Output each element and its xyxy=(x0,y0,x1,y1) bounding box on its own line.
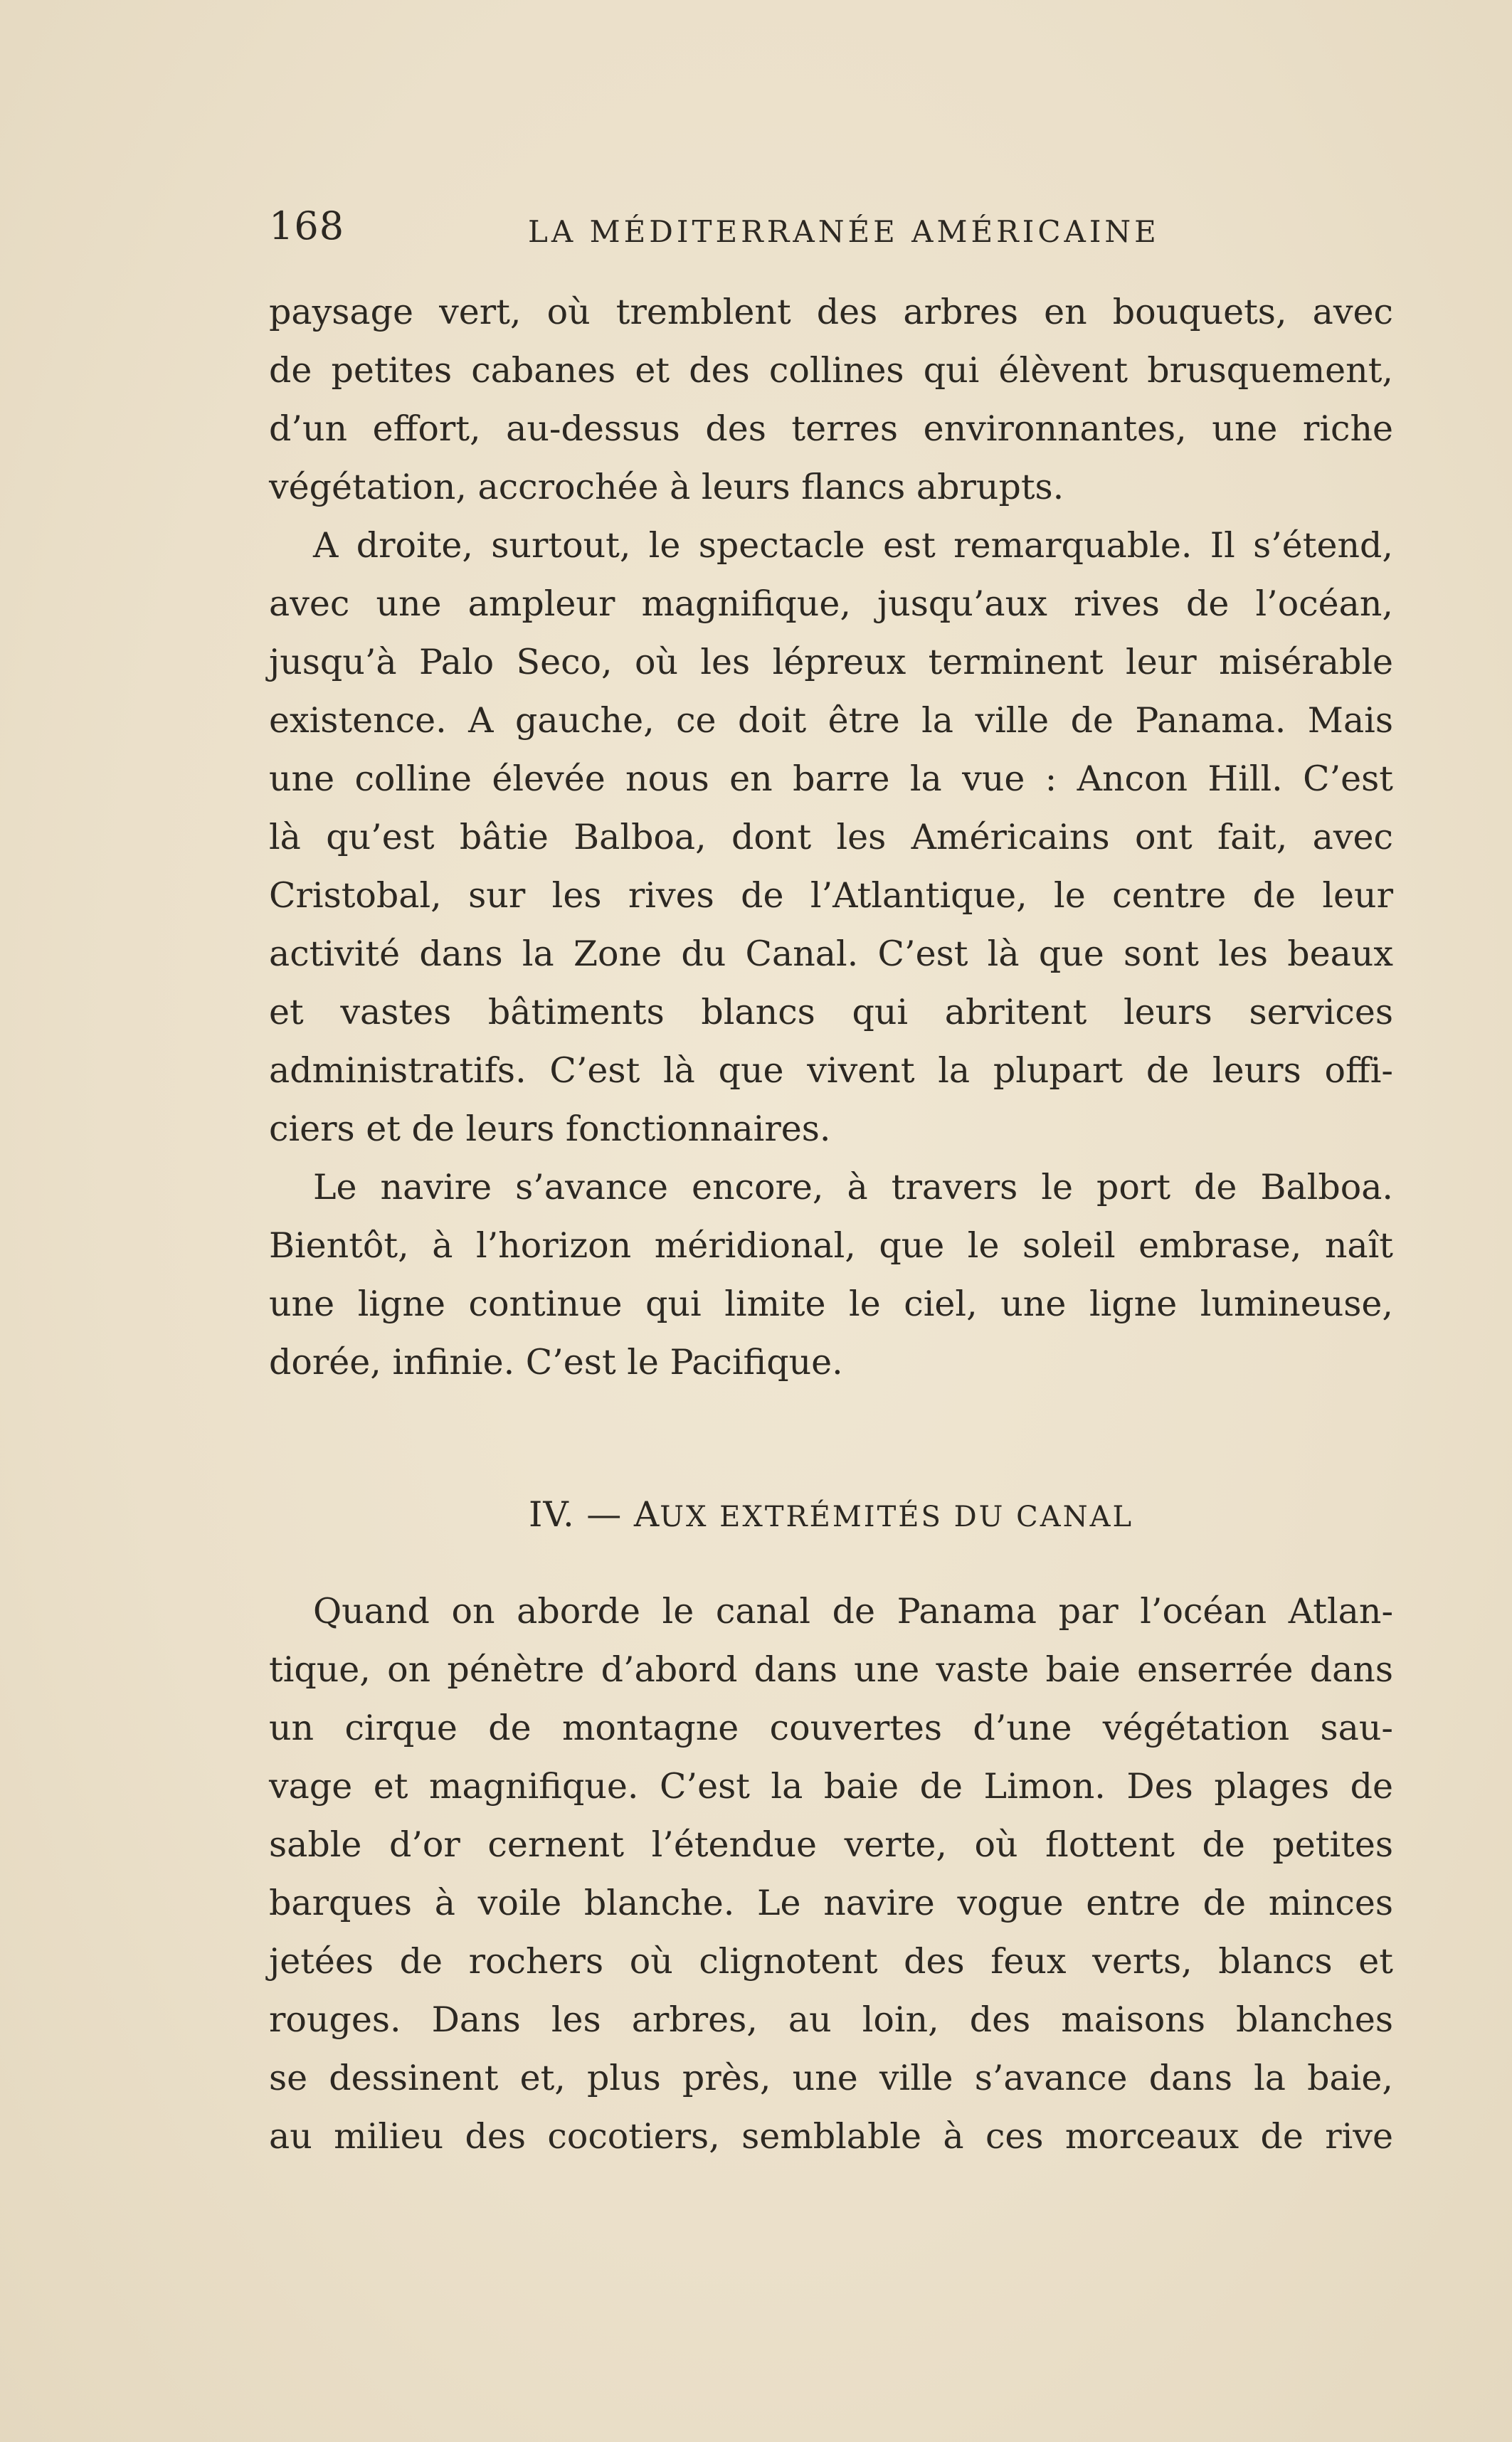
text-line: de petites cabanes et des collines qui élèvent brusquement, xyxy=(269,350,1393,391)
text-line: activité dans la Zone du Canal. C’est là que sont les beaux xyxy=(269,934,1393,974)
text-line: Quand on aborde le canal de Panama par l’océan Atlan- xyxy=(313,1591,1393,1632)
text-line: Cristobal, sur les rives de l’Atlantique, le centre de leur xyxy=(269,875,1393,916)
text-line: paysage vert, où tremblent des arbres en bouquets, avec xyxy=(269,292,1393,332)
text-line: au milieu des cocotiers, semblable à ces morceaux de rive xyxy=(269,2116,1393,2157)
paragraph-4 xyxy=(269,1582,1393,2166)
text-line: Bientôt, à l’horizon méridional, que le soleil embrase, naît xyxy=(269,1225,1393,1266)
paragraph-1 xyxy=(269,283,1393,517)
text-line: Le navire s’avance encore, à travers le port de Balboa. xyxy=(313,1167,1393,1207)
text-line: et vastes bâtiments blancs qui abritent leurs services xyxy=(269,992,1393,1032)
paragraph-2 xyxy=(269,517,1393,1158)
text-line: vage et magnifique. C’est la baie de Limon. Des plages de xyxy=(269,1766,1393,1807)
text-line: barques à voile blanche. Le navire vogue entre de minces xyxy=(269,1883,1393,1923)
text-line: sable d’or cernent l’étendue verte, où flottent de petites xyxy=(269,1824,1393,1865)
text-line: jetées de rochers où clignotent des feux verts, blancs et xyxy=(269,1941,1393,1982)
page-number: 168 xyxy=(269,204,345,248)
text-line: A droite, surtout, le spectacle est remarquable. Il s’étend, xyxy=(313,525,1393,566)
paragraph-3 xyxy=(269,1158,1393,1392)
text-line: se dessinent et, plus près, une ville s’avance dans la baie, xyxy=(269,2058,1393,2098)
text-line: une colline élevée nous en barre la vue : Ancon Hill. C’est xyxy=(269,758,1393,799)
text-line: tique, on pénètre d’abord dans une vaste baie enserrée dans xyxy=(269,1649,1393,1690)
running-title: LA MÉDITERRANÉE AMÉRICAINE xyxy=(528,214,1160,249)
text-line: végétation, accrochée à leurs flancs abrupts. xyxy=(269,467,1064,507)
page-header xyxy=(269,198,1393,262)
text-line: existence. A gauche, ce doit être la ville de Panama. Mais xyxy=(269,700,1393,741)
text-line: avec une ampleur magnifique, jusqu’aux rives de l’océan, xyxy=(269,583,1393,624)
text-line: jusqu’à Palo Seco, où les lépreux terminent leur misérable xyxy=(269,642,1393,682)
section-numeral: IV. — xyxy=(528,1494,623,1535)
text-line: rouges. Dans les arbres, au loin, des maisons blanches xyxy=(269,1999,1393,2040)
text-line: ciers et de leurs fonctionnaires. xyxy=(269,1109,831,1149)
section-title-rest: UX EXTRÉMITÉS DU CANAL xyxy=(660,1501,1134,1533)
text-line: dorée, infinie. C’est le Pacifique. xyxy=(269,1342,843,1383)
section-heading xyxy=(269,1486,1393,1544)
text-line: là qu’est bâtie Balboa, dont les Américains ont fait, avec xyxy=(269,817,1393,857)
text-line: une ligne continue qui limite le ciel, une ligne lumineuse, xyxy=(269,1284,1393,1324)
text-line: d’un effort, au-dessus des terres environnantes, une riche xyxy=(269,408,1393,449)
section-title-initial: A xyxy=(633,1494,660,1535)
text-line: administratifs. C’est là que vivent la plupart de leurs offi- xyxy=(269,1050,1393,1091)
text-line: un cirque de montagne couvertes d’une végétation sau- xyxy=(269,1708,1393,1748)
